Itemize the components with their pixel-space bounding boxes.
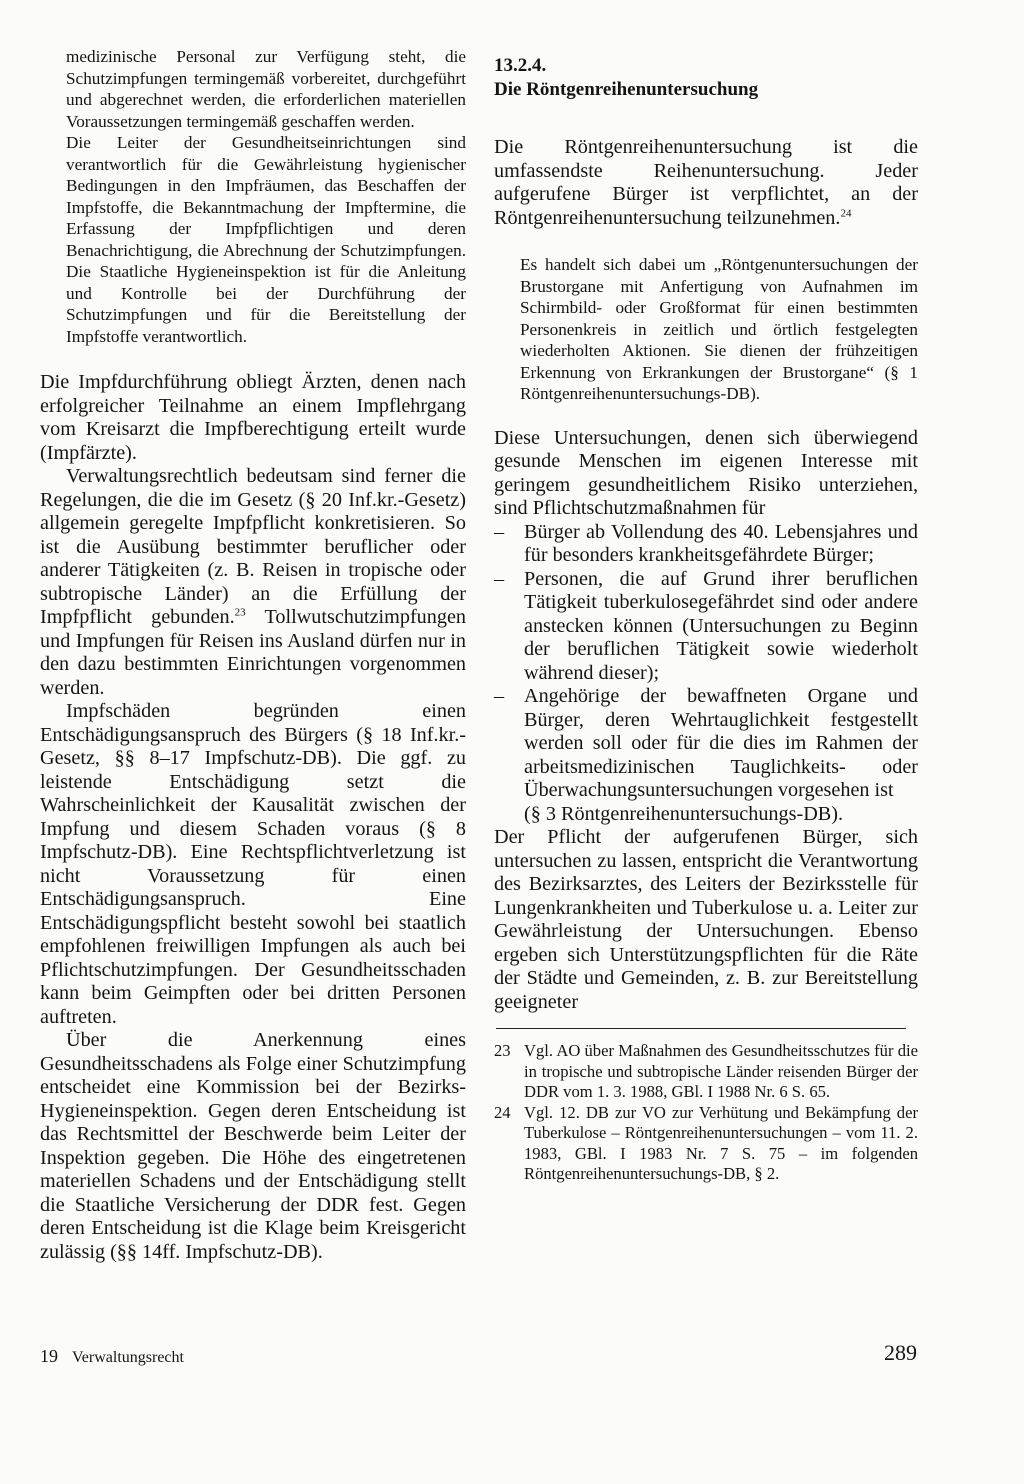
footer-signature xyxy=(40,1346,184,1367)
body-paragraph: Die Röntgenreihenuntersuchung ist die umfassendste Reihenuntersuchung. Jeder aufgerufene Bürger ist verpflichtet, an der Röntgenreihenuntersuchung teilzunehmen.$^{24}$ xyxy=(494,136,918,229)
intro-paragraph: medizinische Personal zur Verfügung steht, die Schutzimpfungen termingemäß vorbereitet, durchgeführt und abgerechnet werden, die erforderlichen materiellen Voraussetzungen termingemäß geschaffen werden. xyxy=(66,47,466,131)
left-column xyxy=(40,46,466,1264)
body-paragraph: Über die Anerkennung eines Gesundheitsschadens als Folge einer Schutzimpfung entscheidet eine Kommission bei der Bezirks-Hygieneinspektion. Gegen deren Entscheidung ist das Rechtsmittel der Beschwerde beim Leiter der Inspektion gegeben. Die Höhe des eingetretenen materiellen Schadens und der Entschädigung stellt die Staatliche Versicherung der DDR fest. Gegen deren Entscheidung ist die Klage beim Kreisgericht zulässig (§§ 14ff. Impfschutz-DB). xyxy=(40,1029,466,1263)
right-body xyxy=(494,136,918,230)
footnote xyxy=(494,1041,918,1103)
footnote-divider xyxy=(496,1028,906,1029)
footnote-ref[interactable]: 24 xyxy=(840,206,852,219)
obligation-list xyxy=(494,521,918,803)
intro-block xyxy=(66,46,466,347)
body-paragraph: Verwaltungsrechtlich bedeutsam sind ferner die Regelungen, die die im Gesetz (§ 20 Inf.kr.-Gesetz) allgemein geregelte Impfpflicht konkretisieren. So ist die Ausübung bestimmter beruflicher oder anderer Tätigkeiten (z. B. Reisen in tropische oder subtropische Länder) an die Erfüllung der Impfpflicht gebunden.$^{23}$ Tollwutschutzimpfungen und Impfungen für Reisen ins Ausland dürfen nur in den dazu bestimmten Einrichtungen vorgenommen werden. xyxy=(40,465,466,699)
body-paragraph: Impfschäden begründen einen Entschädigungsanspruch des Bürgers (§ 18 Inf.kr.-Gesetz, §§ 8–17 Impfschutz-DB). Die ggf. zu leistende Entschädigung setzt die Wahrscheinlichkeit der Kausalität zwischen der Impfung und diesem Schaden voraus (§ 8 Impfschutz-DB). Eine Rechtspflichtverletzung ist nicht Voraussetzung für einen Entschädigungsanspruch. Eine Entschädigungspflicht besteht sowohl bei staatlich empfohlenen freiwilligen Impfungen als auch bei Pflichtschutzimpfungen. Der Gesundheitsschaden kann beim Geimpften oder bei dritten Personen auftreten. xyxy=(40,700,466,1028)
footnote-number: 23 xyxy=(494,1041,511,1060)
quote-paragraph: Es handelt sich dabei um „Röntgenuntersuchungen der Brustorgane mit Anfertigung von Aufnahmen im Schirmbild- oder Großformat für einen bestimmten Personenkreis in zeitlich und örtlich festgelegten wiederholten Aktionen. Sie dienen der frühzeitigen Erkennung von Erkrankungen der Brustorgane“ (§ 1 Röntgenreihenuntersuchungs-DB). xyxy=(520,255,918,403)
intro-paragraph: Die Leiter der Gesundheitseinrichtungen sind verantwortlich für die Gewährleistung hygienischer Bedingungen in den Impfräumen, das Beschaffen der Impfstoffe, die Bekanntmachung der Impftermine, die Erfassung der Impfpflichtigen und deren Benachrichtigung, die Abrechnung der Schutzimpfungen. Die Staatliche Hygieneinspektion ist für die Anleitung und Kontrolle bei der Durchführung der Schutzimpfungen und für die Bereitstellung der Impfstoffe verantwortlich. xyxy=(66,133,466,346)
right-body-2 xyxy=(494,427,918,1015)
running-title: Verwaltungsrecht xyxy=(72,1349,184,1366)
quote-block xyxy=(520,254,918,405)
footnote-ref[interactable]: 23 xyxy=(234,606,246,619)
footnotes xyxy=(494,1041,918,1185)
footnote-number: 24 xyxy=(494,1102,511,1122)
list-reference: (§ 3 Röntgenreihenuntersuchungs-DB). xyxy=(524,802,844,825)
body-paragraph: Diese Untersuchungen, denen sich überwiegend gesunde Menschen im eigenen Interesse mit geringem gesundheitlichem Risiko unterziehen, sind Pflichtschutzmaßnahmen für xyxy=(494,426,918,519)
list-item: – Personen, die auf Grund ihrer beruflichen Tätigkeit tuberkulosegefährdet sind oder andere anstecken können (Untersuchungen zu Beginn der beruflichen Tätigkeit sowie wiederholt während dieser); xyxy=(494,568,918,686)
right-column xyxy=(494,46,918,1185)
section-number: 13.2.4. xyxy=(494,55,547,76)
page-number: 289 xyxy=(884,1340,917,1365)
sheet-number: 19 xyxy=(40,1346,58,1366)
list-item: – Angehörige der bewaffneten Organe und Bürger, deren Wehrtauglichkeit festgestellt werden soll oder für die dies im Rahmen der arbeitsmedizinischen Tauglichkeits- oder Überwachungsuntersuchungen vorgesehen ist xyxy=(494,685,918,803)
footnote-text: Vgl. AO über Maßnahmen des Gesundheitsschutzes für die in tropische und subtropische Länder reisenden Bürger der DDR vom 1. 3. 1988, GBl. I 1988 Nr. 6 S. 65. xyxy=(524,1041,918,1101)
body-paragraph: Die Impfdurchführung obliegt Ärzten, denen nach erfolgreicher Teilnahme an einem Impflehrgang vom Kreisarzt die Impfberechtigung erteilt wurde (Impfärzte). xyxy=(40,371,466,464)
section-title: Die Röntgenreihenuntersuchung xyxy=(494,79,759,100)
left-body xyxy=(40,371,466,1264)
body-paragraph: Der Pflicht der aufgerufenen Bürger, sich untersuchen zu lassen, entspricht die Verantwortung des Bezirksarztes, des Leiters der Bezirksstelle für Lungenkrankheiten und Tuberkulose u. a. Leiter zur Gewährleistung der Untersuchungen. Ebenso ergeben sich Unterstützungspflichten für die Räte der Städte und Gemeinden, z. B. zur Bereitstellung geeigneter xyxy=(494,826,918,1013)
footnote-text: Vgl. 12. DB zur VO zur Verhütung und Bekämpfung der Tuberkulose – Röntgenreihenuntersuchungen – vom 11. 2. 1983, GBl. I 1983 Nr. 7 S. 75 – im folgenden Röntgenreihenuntersuchungs-DB, § 2. xyxy=(524,1102,918,1183)
list-item: – Bürger ab Vollendung des 40. Lebensjahres und für besonders krankheitsgefährdete Bürger; xyxy=(494,521,918,568)
footnote xyxy=(494,1103,918,1185)
